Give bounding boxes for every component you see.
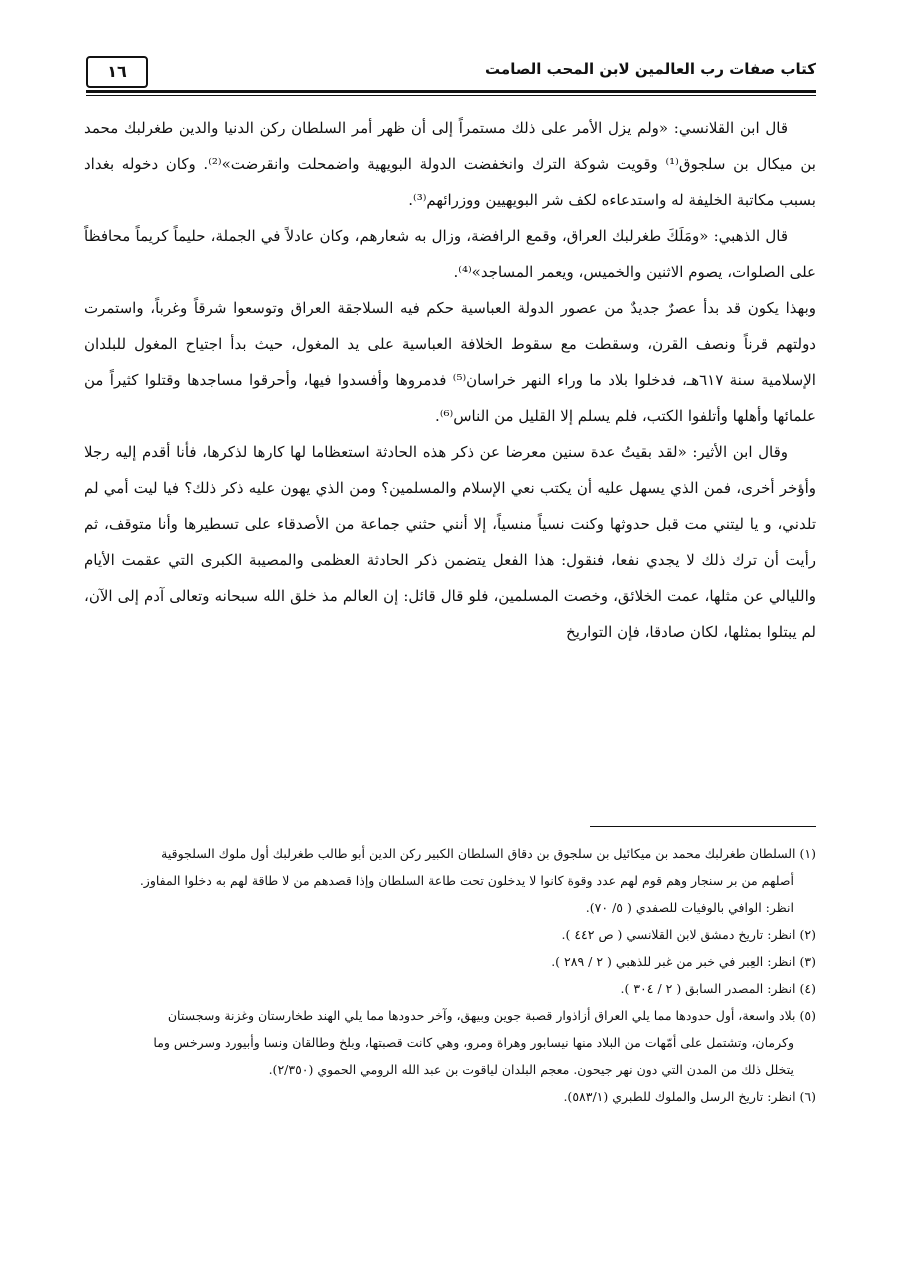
footnote-5-reference: يتخلل ذلك من المدن التي دون نهر جيحون. معجم البلدان لياقوت بن عبد الله الرومي الحموي (٢/٣٥٠). xyxy=(268,1062,794,1077)
footnote-6: (٦) انظر: تاريخ الرسل والملوك للطبري (٥٨٣/١). xyxy=(563,1089,816,1104)
footnote-1-continuation: أصلهم من بر سنجار وهم قوم لهم عدد وقوة كانوا لا يدخلون تحت طاعة السلطان وإذا قصدهم من لا طاقة لهم به دخلوا المفاوز. xyxy=(139,873,794,888)
footnotes xyxy=(84,840,816,1110)
footnote-3: (٣) انظر: العِبر في خبر من غبر للذهبي ( ٢ / ٢٨٩ ). xyxy=(551,954,816,969)
paragraph-ibn-athir: وقال ابن الأثير: «لقد بقيتُ عدة سنين معرضا عن ذكر هذه الحادثة استعظاما لها كارها لذكرها، فأنا أقدم إليه رجلا وأؤخر أخرى، فمن الذي يسهل عليه أن يكتب نعي الإسلام والمسلمين؟ ومن الذي يهون عليه ذكر ذلك؟ فيا ليت أمي لم تلدني، و يا ليتني مت قبل حدوثها وكنت نسياً منسياً، إلا أنني حثني جماعة من الأصدقاء على تسطيرها وأنا متوقف، ثم رأيت أن ترك ذلك لا يجدي نفعا، فنقول: هذا الفعل يتضمن ذكر الحادثة العظمى والمصيبة الكبرى التي عقمت الأيام والليالي عن مثلها، عمت الخلائق، وخصت المسلمين، فلو قال قائل: إن العالم مذ خلق الله سبحانه وتعالى آدم إلى الآن، لم يبتلوا بمثلها، لكان صادقا، فإن التواريخ xyxy=(84,443,816,641)
paragraph-seljuk-era: وبهذا يكون قد بدأ عصرٌ جديدٌ من عصور الدولة العباسية حكم فيه السلاجقة العراق وتوسعوا شرقاً وغرباً، واستمرت دولتهم قرناً ونصف القرن، وسقطت مع سقوط الخلافة العباسية على يد المغول، حيث بدأ اجتياح المغول للبلدان الإسلامية سنة ٦١٧هـ، فدخلوا بلاد ما وراء النهر خراسان⁽⁵⁾ فدمروها وأفسدوا فيها، وأحرقوا مساجدها وقتلوا كثيراً من علمائها وأهلها وأتلفوا الكتب، فلم يسلم إلا القليل من الناس⁽⁶⁾. xyxy=(84,299,816,425)
header-divider xyxy=(86,90,816,93)
page-header xyxy=(86,52,816,92)
footnote-1-reference: انظر: الوافي بالوفيات للصفدي ( ٥/ ٧٠). xyxy=(585,900,794,915)
footnote-1: (١) السلطان طغرلبك محمد بن ميكائيل بن سلجوق بن دقاق السلطان الكبير ركن الدين أبو طالب طغرلبك أول ملوك السلجوقية xyxy=(161,846,816,861)
footnote-5: (٥) بلاد واسعة، أول حدودها مما يلي العراق أزاذوار قصبة جوين وبيهق، وآخر حدودها مما يلي الهند طخارستان وغزنة وسجستان xyxy=(167,1008,816,1023)
body-text xyxy=(84,110,816,650)
book-title: كتاب صفات رب العالمين لابن المحب الصامت xyxy=(485,60,816,78)
footnote-5-continuation: وكرمان، وتشتمل على أمّهات من البلاد منها نيسابور وهراة ومرو، وهي كانت قصبتها، وبلخ وطالقان ونسا وأبيورد وسرخس وما xyxy=(153,1035,794,1050)
header-divider-thin xyxy=(86,95,816,96)
paragraph-ibn-qalanisi: قال ابن القلانسي: «ولم يزل الأمر على ذلك مستمراً إلى أن ظهر أمر السلطان ركن الدنيا والدين طغرلبك محمد بن ميكال بن سلجوق⁽¹⁾ وقويت شوكة الترك وانخفضت الدولة البويهية واضمحلت وانقرضت»⁽²⁾. وكان دخوله بغداد بسبب مكاتبة الخليفة له واستدعاءه لكف شر البويهيين ووزرائهم⁽³⁾. xyxy=(84,119,816,209)
footnote-2: (٢) انظر: تاريخ دمشق لابن القلانسي ( ص ٤٤٢ ). xyxy=(561,927,816,942)
footnote-4: (٤) انظر: المصدر السابق ( ٢ / ٣٠٤ ). xyxy=(620,981,816,996)
paragraph-dhahabi: قال الذهبي: «ومَلَكَ طغرلبك العراق، وقمع الرافضة، وزال به شعارهم، وكان عادلاً في الجملة، حليماً كريماً محافظاً على الصلوات، يصوم الاثنين والخميس، ويعمر المساجد»⁽⁴⁾. xyxy=(84,227,816,281)
page-number: ١٦ xyxy=(86,56,148,88)
footnote-divider xyxy=(590,826,816,827)
